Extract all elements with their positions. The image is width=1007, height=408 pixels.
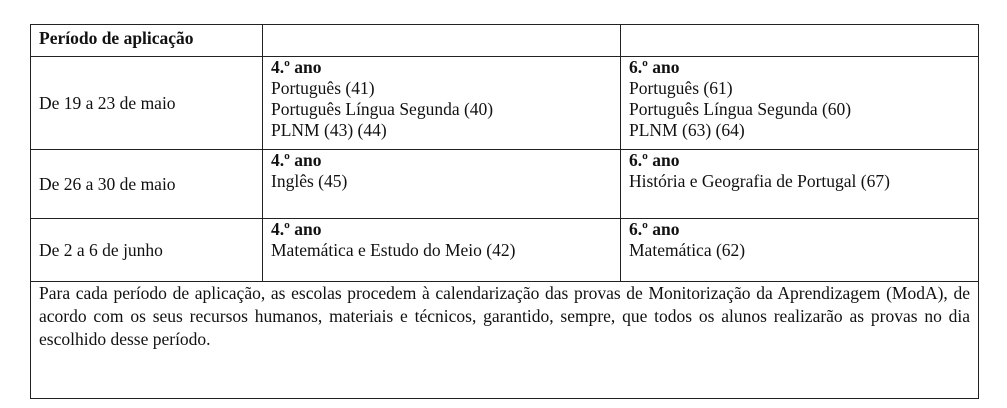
subject-item: Português (41) [271, 78, 375, 98]
header-empty-cell [621, 25, 979, 57]
period-cell: De 26 a 30 de maio [31, 150, 263, 219]
period-header-label: Período de aplicação [39, 28, 194, 48]
grade-6-cell [621, 219, 979, 282]
grade-4-cell [263, 219, 621, 282]
subject-item: Matemática e Estudo do Meio (42) [271, 240, 516, 260]
year-label: 6.º ano [629, 57, 680, 77]
subject-item: Português Língua Segunda (60) [629, 99, 852, 119]
period-cell: De 19 a 23 de maio [31, 57, 263, 150]
year-label: 6.º ano [629, 150, 680, 170]
grade-4-cell [263, 57, 621, 150]
year-label: 6.º ano [629, 219, 680, 239]
note-paragraph: Para cada período de aplicação, as escolas procedem à calendarização das provas de Monitorização da Aprendizagem (ModA), de acordo com os seus recursos humanos, materiais e técnicos, garantido, sempre, que todos os alunos realizarão as provas no dia escolhido desse período. [31, 282, 979, 399]
header-empty-cell [263, 25, 621, 57]
table-row [31, 150, 979, 219]
header-period-cell [31, 25, 263, 57]
period-cell: De 2 a 6 de junho [31, 219, 263, 282]
subject-item: PLNM (43) (44) [271, 120, 387, 140]
subject-item: Português Língua Segunda (40) [271, 99, 494, 119]
table-row [31, 57, 979, 150]
subject-item: PLNM (63) (64) [629, 120, 745, 140]
grade-6-cell [621, 57, 979, 150]
subject-item: Matemática (62) [629, 240, 746, 260]
year-label: 4.º ano [271, 150, 322, 170]
grade-6-cell [621, 150, 979, 219]
schedule-table [30, 24, 979, 399]
grade-4-cell [263, 150, 621, 219]
year-label: 4.º ano [271, 219, 322, 239]
subject-item: História e Geografia de Portugal (67) [629, 171, 890, 191]
subject-item: Inglês (45) [271, 171, 348, 191]
year-label: 4.º ano [271, 57, 322, 77]
subject-item: Português (61) [629, 78, 733, 98]
table-row [31, 219, 979, 282]
table-note-row [31, 282, 979, 399]
table-header-row [31, 25, 979, 57]
